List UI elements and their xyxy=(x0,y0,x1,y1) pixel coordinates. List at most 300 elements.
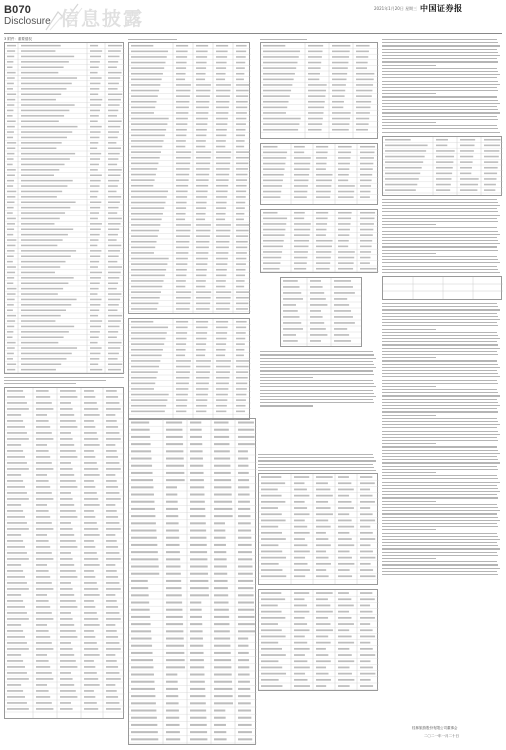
table-cell-text xyxy=(166,681,178,683)
table-cell-text xyxy=(190,681,205,683)
table-cell-text xyxy=(484,183,496,185)
table-cell-text xyxy=(236,112,247,114)
table-cell-text xyxy=(36,492,52,494)
table-cell-text xyxy=(238,681,250,683)
table-cell-text xyxy=(176,258,188,260)
table-cell-text xyxy=(484,189,495,191)
table-cell-text xyxy=(106,600,117,602)
table-cell-text xyxy=(238,738,252,740)
table-cell-text xyxy=(7,288,16,290)
table-cell-text xyxy=(108,228,119,230)
table-cell-text xyxy=(214,422,229,424)
table-cell-text xyxy=(7,540,23,542)
table-cell-text xyxy=(7,480,23,482)
table-cell-text xyxy=(131,573,159,575)
table-cell-text xyxy=(7,600,23,602)
table-cell-text xyxy=(7,93,16,95)
table-cell-text xyxy=(190,731,207,733)
table-cell-text xyxy=(166,551,180,553)
table-cell-text xyxy=(131,388,154,390)
table-cell-text xyxy=(7,104,14,106)
table-cell-text xyxy=(196,174,209,176)
text-line xyxy=(382,81,498,82)
table-cell-text xyxy=(294,617,305,619)
table-cell-text xyxy=(238,580,253,582)
table-cell-text xyxy=(21,174,54,176)
table-cell-text xyxy=(7,272,15,274)
table-cell-text xyxy=(90,169,98,171)
table-cell-text xyxy=(261,538,286,540)
table-cell-text xyxy=(108,153,120,155)
table-cell-text xyxy=(7,612,27,614)
table-cell-text xyxy=(316,489,330,491)
text-line xyxy=(382,348,500,349)
text-line xyxy=(382,256,497,257)
table-cell-text xyxy=(7,201,15,203)
text-line xyxy=(382,491,500,492)
table-cell-text xyxy=(36,648,53,650)
table-cell-text xyxy=(263,107,287,109)
table-cell-text xyxy=(308,79,319,81)
table-cell-text xyxy=(338,268,353,270)
table-cell-text xyxy=(436,139,448,141)
table-cell-text xyxy=(238,630,255,632)
table-cell-text xyxy=(166,652,184,654)
table-cell-text xyxy=(316,532,326,534)
table-cell-text xyxy=(108,342,122,344)
table-cell-text xyxy=(263,84,292,86)
col4-text-top xyxy=(382,39,502,133)
table-cell-text xyxy=(90,115,99,117)
table-cell-text xyxy=(294,642,307,644)
text-line xyxy=(382,90,498,91)
table-cell-text xyxy=(90,66,99,68)
table-cell-text xyxy=(214,558,227,560)
table-cell-text xyxy=(294,551,310,553)
table-cell-text xyxy=(263,157,286,159)
table-cell-text xyxy=(60,624,74,626)
table-cell-text xyxy=(216,163,230,165)
table-cell-text xyxy=(60,474,74,476)
table-cell-text xyxy=(236,297,249,299)
text-line xyxy=(260,361,373,362)
table-cell-text xyxy=(360,654,375,656)
table-cell-text xyxy=(308,124,322,126)
table-cell-text xyxy=(238,602,254,604)
table-cell-text xyxy=(216,247,229,249)
table-cell-text xyxy=(360,520,375,522)
table-cell-text xyxy=(360,617,375,619)
table-cell-text xyxy=(236,224,249,226)
table-cell-text xyxy=(294,673,305,675)
table-cell-text xyxy=(261,648,282,650)
table-cell-text xyxy=(7,552,27,554)
text-line xyxy=(382,548,500,549)
table-cell-text xyxy=(7,347,15,349)
table-cell-text xyxy=(21,331,69,333)
table-cell-text xyxy=(196,219,205,221)
table-cell-text xyxy=(236,152,249,154)
table-cell-text xyxy=(214,616,229,618)
table-cell-text xyxy=(84,576,95,578)
table-cell-text xyxy=(214,530,225,532)
table-cell-text xyxy=(106,660,117,662)
table-cell-text xyxy=(7,396,25,398)
table-cell-text xyxy=(60,450,76,452)
table-cell-text xyxy=(263,163,285,165)
table-cell-text xyxy=(236,269,245,271)
table-cell-text xyxy=(338,501,352,503)
table-cell-text xyxy=(7,72,16,74)
table-cell-text xyxy=(261,679,279,681)
table-cell-text xyxy=(131,224,160,226)
table-cell-text xyxy=(106,408,121,410)
table-cell-text xyxy=(190,515,205,517)
table-cell-text xyxy=(60,588,73,590)
table-cell-text xyxy=(84,504,100,506)
table-cell-text xyxy=(90,77,102,79)
table-cell-text xyxy=(7,636,25,638)
table-cell-text xyxy=(190,623,202,625)
table-cell-text xyxy=(196,264,207,266)
table-cell-text xyxy=(338,661,354,663)
table-cell-text xyxy=(263,212,278,214)
table-cell-text xyxy=(196,394,208,396)
table-cell-text xyxy=(131,112,154,114)
table-cell-text xyxy=(21,72,58,74)
table-cell-text xyxy=(316,569,326,571)
table-cell-text xyxy=(21,180,73,182)
table-cell-text xyxy=(316,673,328,675)
table-cell-text xyxy=(261,532,282,534)
table-cell-text xyxy=(36,510,49,512)
table-cell-text xyxy=(190,710,206,712)
table-cell-text xyxy=(238,695,250,697)
table-cell-text xyxy=(338,654,352,656)
table-cell-text xyxy=(90,88,99,90)
table-cell-text xyxy=(131,429,150,431)
text-line xyxy=(382,529,436,530)
table-cell-text xyxy=(166,515,178,517)
table-cell-text xyxy=(90,347,102,349)
table-cell-text xyxy=(36,600,49,602)
table-cell-text xyxy=(7,169,16,171)
table-cell-text xyxy=(261,685,282,687)
text-line xyxy=(382,325,498,326)
text-line xyxy=(382,376,500,377)
table-cell-text xyxy=(108,223,121,225)
table-cell-text xyxy=(166,695,178,697)
table-cell-text xyxy=(131,566,159,568)
table-cell-text xyxy=(106,582,119,584)
table-cell-text xyxy=(131,96,158,98)
table-cell-text xyxy=(84,408,98,410)
text-line xyxy=(382,224,436,225)
table-cell-text xyxy=(238,558,252,560)
table-cell-text xyxy=(21,158,70,160)
table-cell-text xyxy=(21,131,72,133)
table-cell-text xyxy=(84,528,98,530)
table-cell-text xyxy=(334,316,353,318)
table-cell-text xyxy=(214,652,231,654)
table-cell-text xyxy=(108,88,118,90)
table-cell-text xyxy=(332,124,349,126)
table-cell-text xyxy=(214,472,231,474)
table-cell-text xyxy=(316,180,332,182)
table-cell-text xyxy=(238,587,253,589)
text-line xyxy=(382,504,497,505)
table-cell-text xyxy=(106,636,118,638)
table-cell-text xyxy=(131,180,155,182)
table-cell-text xyxy=(106,414,115,416)
table-cell-text xyxy=(294,667,310,669)
text-line xyxy=(382,132,500,133)
text-line xyxy=(382,208,497,209)
table-cell-text xyxy=(90,353,100,355)
table-cell-text xyxy=(484,155,499,157)
table-cell-text xyxy=(7,293,16,295)
text-line xyxy=(382,542,497,543)
table-cell-text xyxy=(84,558,98,560)
table-cell-text xyxy=(90,320,102,322)
table-cell-text xyxy=(238,537,251,539)
table-cell-text xyxy=(190,479,204,481)
table-cell-text xyxy=(214,544,226,546)
table-cell-text xyxy=(356,45,370,47)
table-cell-text xyxy=(176,56,187,58)
text-line xyxy=(260,396,376,397)
table-cell-text xyxy=(36,696,50,698)
table-cell-text xyxy=(176,196,187,198)
table-cell-text xyxy=(106,402,119,404)
table-cell-text xyxy=(7,444,21,446)
text-line xyxy=(260,351,373,352)
table-cell-text xyxy=(108,50,121,52)
column-4 xyxy=(382,37,502,577)
table-cell-text xyxy=(131,695,155,697)
table-cell-text xyxy=(7,468,29,470)
header-rule xyxy=(4,33,502,34)
table-cell-text xyxy=(176,191,188,193)
table-cell-text xyxy=(90,174,102,176)
table-cell-text xyxy=(360,489,370,491)
table-cell-text xyxy=(108,272,121,274)
table-cell-text xyxy=(263,112,286,114)
table-cell-text xyxy=(166,688,178,690)
table-cell-text xyxy=(7,315,16,317)
table-cell-text xyxy=(36,456,50,458)
col3-table-1 xyxy=(260,42,378,139)
table-cell-text xyxy=(360,223,374,225)
table-cell-text xyxy=(263,185,282,187)
text-line xyxy=(382,450,498,451)
table-cell-text xyxy=(316,163,326,165)
table-cell-text xyxy=(84,390,94,392)
table-cell-text xyxy=(338,611,349,613)
table-cell-text xyxy=(236,252,247,254)
table-cell-text xyxy=(36,450,49,452)
table-cell-text xyxy=(294,476,309,478)
table-cell-text xyxy=(7,342,16,344)
table-cell-text xyxy=(106,564,115,566)
text-line xyxy=(382,266,497,267)
table-cell-text xyxy=(176,45,188,47)
text-line xyxy=(382,424,500,425)
table-cell-text xyxy=(236,355,244,357)
page-code: B070 xyxy=(4,4,32,16)
table-cell-text xyxy=(106,648,121,650)
table-cell-text xyxy=(176,174,189,176)
table-cell-text xyxy=(84,708,98,710)
table-cell-text xyxy=(294,185,308,187)
table-cell-text xyxy=(338,163,350,165)
table-cell-text xyxy=(131,394,169,396)
table-cell-text xyxy=(84,594,100,596)
table-cell-text xyxy=(214,573,227,575)
text-line xyxy=(382,510,500,511)
table-cell-text xyxy=(7,624,21,626)
table-cell-text xyxy=(7,528,29,530)
table-cell-text xyxy=(294,538,305,540)
table-cell-text xyxy=(36,438,53,440)
table-cell-text xyxy=(216,224,231,226)
table-cell-text xyxy=(238,486,249,488)
text-line xyxy=(260,380,373,381)
table-cell-text xyxy=(238,645,248,647)
table-cell-text xyxy=(338,520,352,522)
table-cell-text xyxy=(332,73,347,75)
table-cell-text xyxy=(106,492,119,494)
table-cell-text xyxy=(36,570,49,572)
table-cell-text xyxy=(196,96,210,98)
table-cell-text xyxy=(190,443,202,445)
text-line xyxy=(382,71,498,72)
table-cell-text xyxy=(90,218,98,220)
table-cell-text xyxy=(196,252,208,254)
col4-table-2 xyxy=(382,276,502,300)
table-cell-text xyxy=(7,522,27,524)
table-cell-text xyxy=(7,45,16,47)
table-cell-text xyxy=(214,436,229,438)
table-cell-text xyxy=(108,255,119,257)
text-line xyxy=(382,202,498,203)
text-line xyxy=(260,405,313,406)
table-cell-text xyxy=(60,456,77,458)
table-cell-text xyxy=(308,129,322,131)
table-cell-text xyxy=(216,101,229,103)
table-cell-text xyxy=(7,353,14,355)
table-cell-text xyxy=(236,129,245,131)
table-cell-text xyxy=(36,528,53,530)
table-cell-text xyxy=(131,45,153,47)
table-cell-text xyxy=(216,79,225,81)
table-cell-text xyxy=(216,349,226,351)
text-line xyxy=(382,77,497,78)
table-cell-text xyxy=(196,79,205,81)
table-cell-text xyxy=(90,50,102,52)
table-cell-text xyxy=(7,450,23,452)
table-cell-text xyxy=(460,189,477,191)
table-cell-text xyxy=(196,157,211,159)
table-cell-text xyxy=(236,411,245,413)
table-cell-text xyxy=(176,411,186,413)
table-cell-text xyxy=(84,546,95,548)
table-cell-text xyxy=(176,140,186,142)
table-cell-text xyxy=(84,438,98,440)
col2-grid-1 xyxy=(129,43,251,313)
table-cell-text xyxy=(84,414,100,416)
table-cell-text xyxy=(131,286,162,288)
table-cell-text xyxy=(196,135,206,137)
table-cell-text xyxy=(176,252,188,254)
table-cell-text xyxy=(166,436,183,438)
table-cell-text xyxy=(7,408,29,410)
table-cell-text xyxy=(90,369,102,371)
table-cell-text xyxy=(7,588,29,590)
table-cell-text xyxy=(214,458,230,460)
table-cell-text xyxy=(166,731,180,733)
table-cell-text xyxy=(131,724,157,726)
table-cell-text xyxy=(360,661,370,663)
table-cell-text xyxy=(21,282,68,284)
table-cell-text xyxy=(36,612,52,614)
table-cell-text xyxy=(131,163,158,165)
table-cell-text xyxy=(338,174,349,176)
table-cell-text xyxy=(196,185,208,187)
table-cell-text xyxy=(7,654,21,656)
table-cell-text xyxy=(316,667,326,669)
table-cell-text xyxy=(60,630,76,632)
table-cell-text xyxy=(106,510,117,512)
table-cell-text xyxy=(338,605,354,607)
col3-lower-block xyxy=(258,452,378,691)
table-cell-text xyxy=(316,169,326,171)
table-cell-text xyxy=(338,246,348,248)
table-cell-text xyxy=(108,299,120,301)
table-cell-text xyxy=(108,126,120,128)
table-cell-text xyxy=(385,172,420,174)
table-cell-text xyxy=(236,258,246,260)
table-cell-text xyxy=(196,56,207,58)
table-cell-text xyxy=(190,544,207,546)
table-cell-text xyxy=(131,659,153,661)
table-cell-text xyxy=(310,286,323,288)
table-cell-text xyxy=(90,45,98,47)
table-cell-text xyxy=(263,174,284,176)
table-cell-text xyxy=(7,309,13,311)
table-cell-text xyxy=(106,516,118,518)
text-line xyxy=(382,42,498,43)
table-cell-text xyxy=(90,272,102,274)
table-cell-text xyxy=(338,569,350,571)
table-cell-text xyxy=(176,247,189,249)
table-cell-text xyxy=(263,96,290,98)
table-cell-text xyxy=(261,489,278,491)
text-line xyxy=(382,103,500,104)
table-cell-text xyxy=(90,299,102,301)
text-line xyxy=(382,39,497,40)
table-cell-text xyxy=(108,180,119,182)
table-cell-text xyxy=(131,152,161,154)
table-cell-text xyxy=(214,465,230,467)
table-cell-text xyxy=(131,594,149,596)
table-cell-text xyxy=(190,494,205,496)
table-cell-text xyxy=(131,208,164,210)
table-cell-text xyxy=(238,450,248,452)
table-cell-text xyxy=(484,139,501,141)
table-cell-text xyxy=(176,152,191,154)
table-cell-text xyxy=(338,599,351,601)
